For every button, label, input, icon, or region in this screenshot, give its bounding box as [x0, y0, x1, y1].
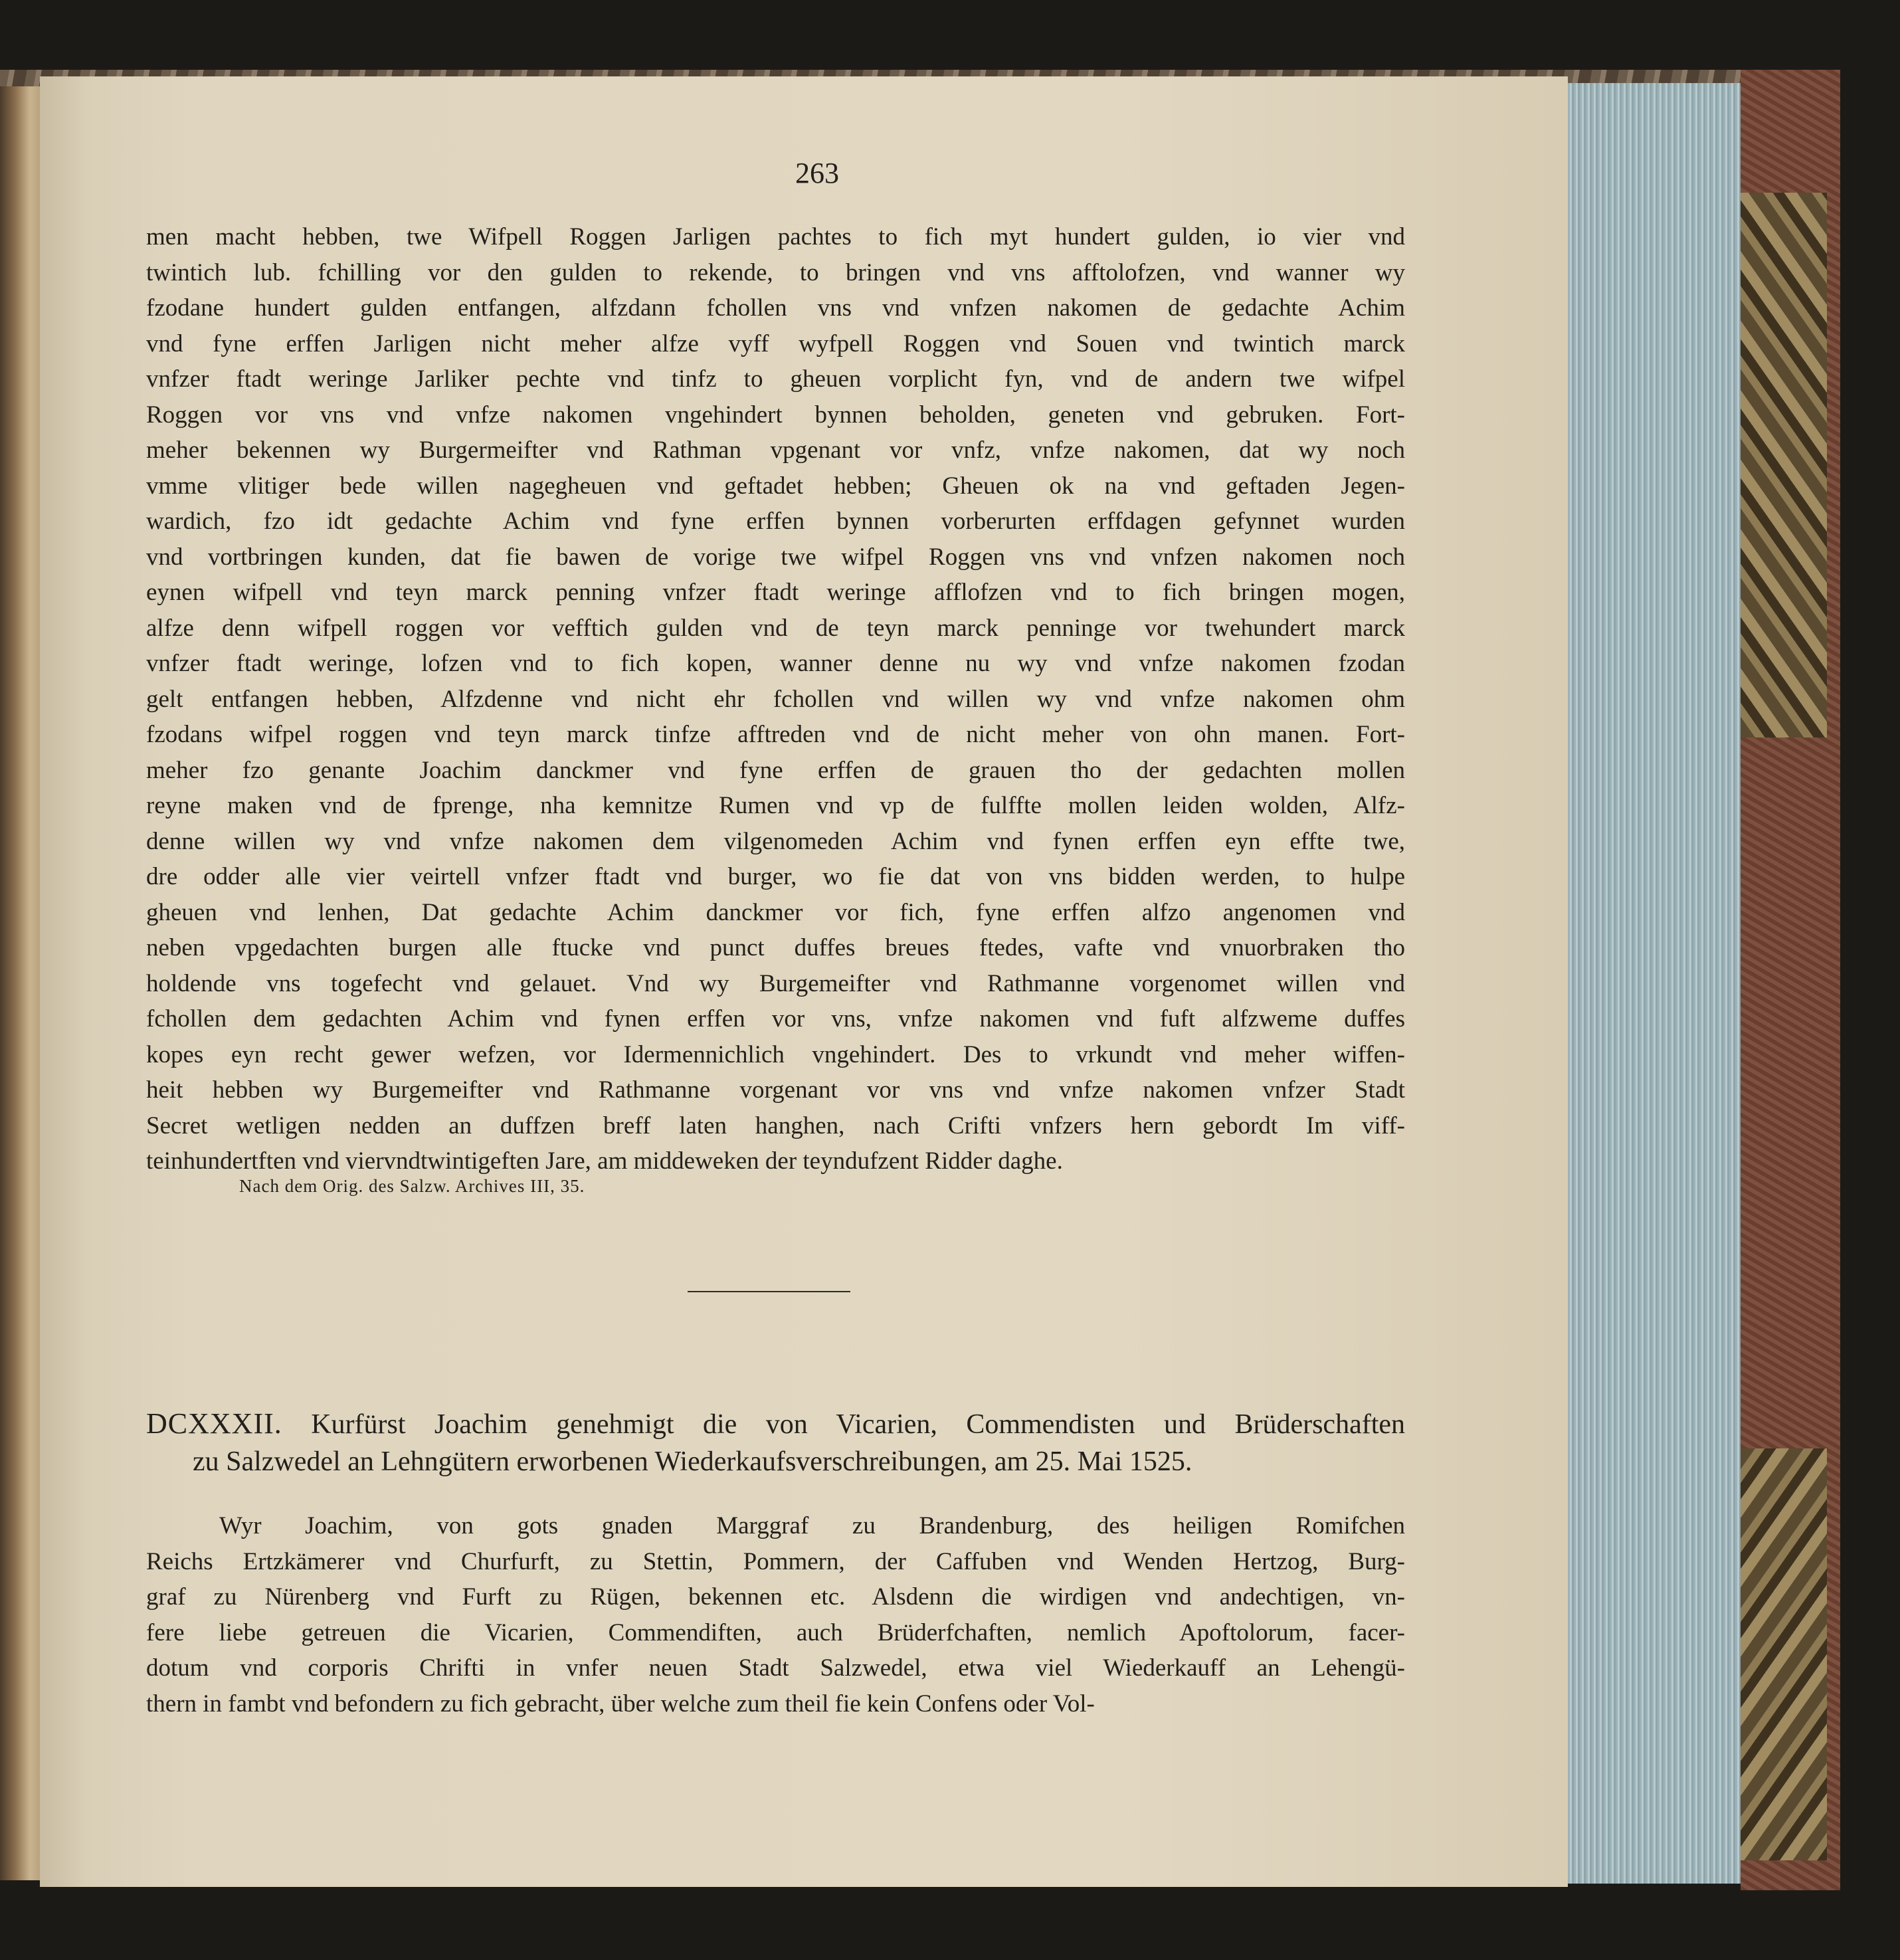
text-line: vmme vlitiger bede willen nagegheuen vnd geftadet hebben; Gheuen ok na vnd geftaden Jegen- [146, 472, 1405, 500]
text-line: fzodane hundert gulden entfangen, alfzdann fchollen vns vnd vnfzen nakomen de gedachte Achim [146, 294, 1405, 322]
text-line: Wyr Joachim, von gots gnaden Marggraf zu Brandenburg, des heiligen Romifchen [219, 1512, 1405, 1539]
heading-line-1 [146, 1405, 1405, 1443]
text-line: men macht hebben, twe Wifpell Roggen Jarligen pachtes to fich myt hundert gulden, io vier vnd [146, 223, 1405, 250]
text-line: Roggen vor vns vnd vnfze nakomen vngehindert bynnen beholden, geneten vnd gebruken. Fort- [146, 401, 1405, 429]
text-line: denne willen wy vnd vnfze nakomen dem vilgenomeden Achim vnd fynen erffen eyn effte twe, [146, 827, 1405, 855]
text-line: heit hebben wy Burgemeifter vnd Rathmanne vorgenant vor vns vnd vnfze nakomen vnfzer Stadt [146, 1076, 1405, 1104]
marbled-corner-lower [1741, 1448, 1827, 1860]
text-line: fchollen dem gedachten Achim vnd fynen erffen vor vns, vnfze nakomen vnd fuft alfzweme duffes [146, 1005, 1405, 1032]
heading-title-line-1: Kurfürst Joachim genehmigt die von Vicarien, Commendisten und Brüderschaften [311, 1409, 1406, 1440]
text-line: teinhundertften vnd viervndtwintigeften Jare, am middeweken der teyndufzent Ridder daghe. [146, 1147, 1063, 1175]
text-line: meher bekennen wy Burgermeifter vnd Rathman vpgenant vor vnfz, vnfze nakomen, dat wy noch [146, 437, 1405, 464]
text-line: gheuen vnd lenhen, Dat gedachte Achim danckmer vor fich, fyne erffen alfzo angenomen vnd [146, 898, 1405, 926]
text-line: graf zu Nürenberg vnd Furft zu Rügen, bekennen etc. Alsdenn die wirdigen vnd andechtigen, vn- [146, 1583, 1405, 1611]
section-divider [688, 1291, 850, 1292]
text-line: gelt entfangen hebben, Alfzdenne vnd nicht ehr fchollen vnd willen wy vnd vnfze nakomen ohm [146, 685, 1405, 713]
heading-title-line-2: zu Salzwedel an Lehngütern erworbenen Wiederkaufsverschreibungen, am 25. Mai 1525. [193, 1446, 1192, 1477]
text-line: thern in fambt vnd befondern zu fich gebracht, über welche zum theil fie kein Confens oder Vol- [146, 1690, 1095, 1717]
source-note: Nach dem Orig. des Salzw. Archives III, 35. [239, 1176, 585, 1196]
document-number: DCXXXII. [146, 1407, 282, 1440]
charter-text-paragraph-2 [146, 1508, 1405, 1721]
text-line: meher fzo genante Joachim danckmer vnd fyne erffen de grauen tho der gedachten mollen [146, 756, 1405, 784]
text-line: vnfzer ftadt weringe Jarliker pechte vnd tinfz to gheuen vorplicht fyn, vnd de andern twe wifpel [146, 365, 1405, 393]
text-line: alfze denn wifpell roggen vor vefftich gulden vnd de teyn marck penninge vor twehundert marck [146, 614, 1405, 642]
page-edges-block [1568, 83, 1741, 1884]
text-line: dre odder alle vier veirtell vnfzer ftadt vnd burger, wo fie dat von vns bidden werden, to hulpe [146, 863, 1405, 890]
marbled-corner-upper [1741, 193, 1827, 737]
text-line: reyne maken vnd de fprenge, nha kemnitze Rumen vnd vp de fulffte mollen leiden wolden, Alfz- [146, 792, 1405, 819]
text-line: vnfzer ftadt weringe, lofzen vnd to fich kopen, wanner denne nu wy vnd vnfze nakomen fzodan [146, 650, 1405, 677]
text-line: fere liebe getreuen die Vicarien, Commendiften, auch Brüderfchaften, nemlich Apoftolorum, facer- [146, 1618, 1405, 1646]
text-line: dotum vnd corporis Chrifti in vnfer neuen Stadt Salzwedel, etwa viel Wiederkauff an Lehengü- [146, 1654, 1405, 1682]
charter-text-paragraph-1 [146, 219, 1405, 1179]
text-line: Secret wetligen nedden an duffzen breff laten hanghen, nach Crifti vnfzers hern gebordt Im viff- [146, 1112, 1405, 1139]
text-line: fzodans wifpel roggen vnd teyn marck tinfze afftreden vnd de nicht meher von ohn manen. Fort- [146, 721, 1405, 748]
book-page [40, 76, 1568, 1887]
text-line: neben vpgedachten burgen alle ftucke vnd punct duffes breues ftedes, vafte vnd vnuorbraken tho [146, 934, 1405, 961]
text-line: twintich lub. fchilling vor den gulden to rekende, to bringen vnd vns afftolofzen, vnd wanner wy [146, 258, 1405, 286]
text-line: vnd fyne erffen Jarligen nicht meher alfze vyff wyfpell Roggen vnd Souen vnd twintich marck [146, 330, 1405, 357]
text-line: holdende vns togefecht vnd gelauet. Vnd wy Burgemeifter vnd Rathmanne vorgenomet willen vnd [146, 969, 1405, 997]
text-line: kopes eyn recht gewer wefzen, vor Idermennichlich vngehindert. Des to vrkundt vnd meher wiffen- [146, 1040, 1405, 1068]
text-line: Reichs Ertzkämerer vnd Churfurft, zu Stettin, Pommern, der Caffuben vnd Wenden Hertzog, Burg- [146, 1547, 1405, 1575]
page-number: 263 [795, 157, 839, 189]
text-line: vnd vortbringen kunden, dat fie bawen de vorige twe wifpel Roggen vns vnd vnfzen nakomen noch [146, 543, 1405, 571]
text-line: eynen wifpell vnd teyn marck penning vnfzer ftadt weringe afflofzen vnd to fich bringen mogen, [146, 579, 1405, 606]
document-heading [146, 1405, 1405, 1480]
text-line: wardich, fzo idt gedachte Achim vnd fyne erffen bynnen vorberurten erffdagen gefynnet wurden [146, 508, 1405, 535]
